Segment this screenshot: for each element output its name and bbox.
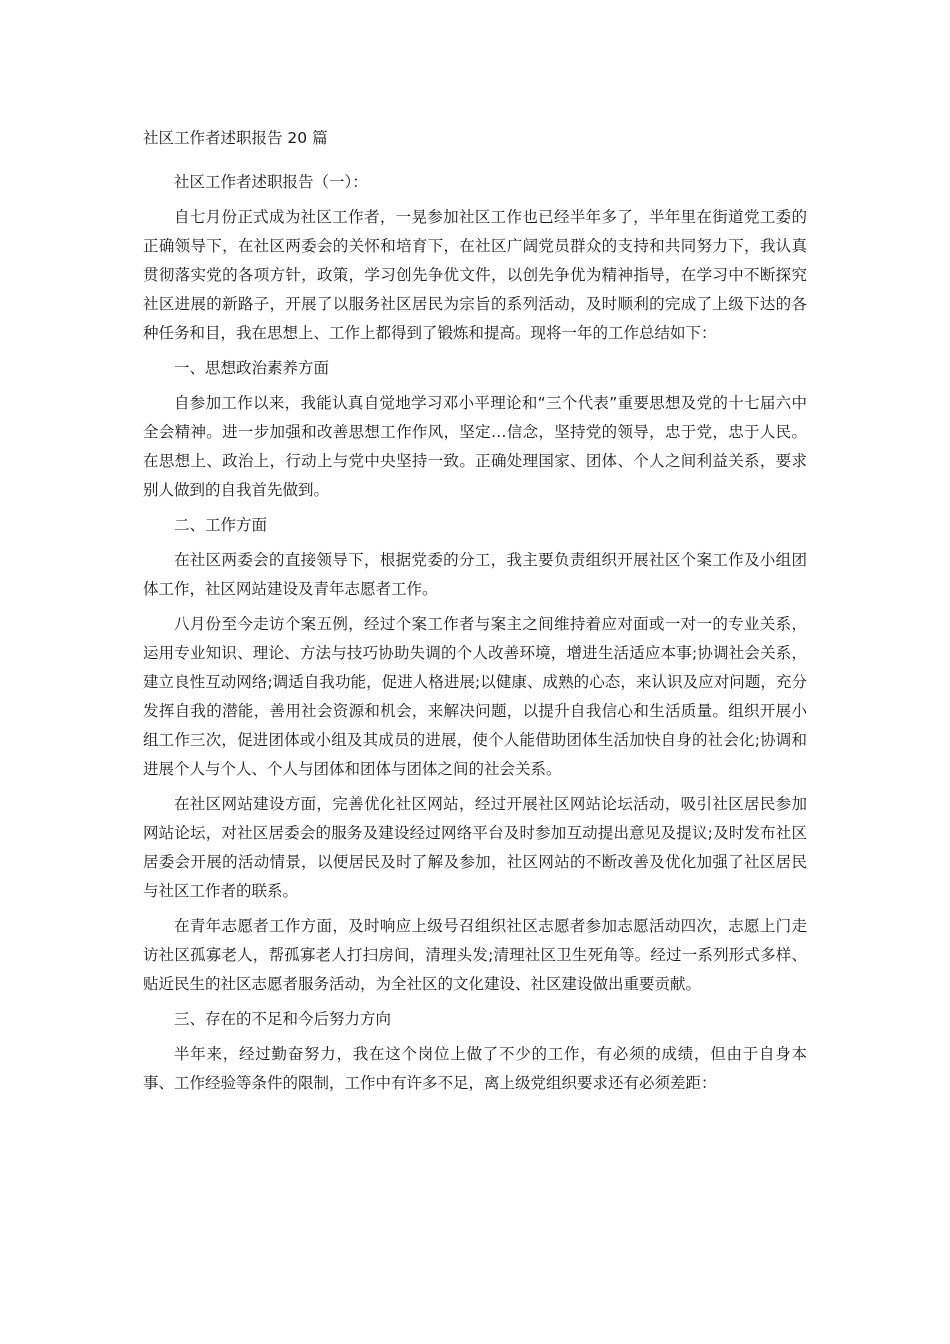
section-heading-work: 二、工作方面	[174, 516, 268, 534]
document-body	[143, 168, 807, 1104]
paragraph-casework: 八月份至今走访个案五例，经过个案工作者与案主之间维持着应对面或一对一的专业关系，运用专业知识、理论、方法与技巧协助失调的个人改善环境，增进生活适应本事;协调社会关系，建立良性互动网络;调适自我功能，促进人格进展;以健康、成熟的心态，来认识及应对问题，充分发挥自我的潜能，善用社会资源和机会，来解决问题，以提升自我信心和生活质量。组织开展小组工作三次，促进团体或小组及其成员的进展，使个人能借助团体生活加快自身的社会化;协调和进展个人与个人、个人与团体和团体与团体之间的社会关系。	[143, 615, 807, 778]
section-title: 社区工作者述职报告（一）：	[174, 173, 368, 191]
intro-paragraph: 自七月份正式成为社区工作者，一晃参加社区工作也已经半年多了，半年里在街道党工委的正确领导下，在社区两委会的关怀和培育下，在社区广阔党员群众的支持和共同努力下，我认真贯彻落实党的各项方针，政策，学习创先争优文件，以创先争优为精神指导，在学习中不断探究社区进展的新路子，开展了以服务社区居民为宗旨的系列活动，及时顺利的完成了上级下达的各种任务和目，我在思想上、工作上都得到了锻炼和提高。现将一年的工作总结如下：	[143, 208, 807, 342]
paragraph-volunteers: 在青年志愿者工作方面，及时响应上级号召组织社区志愿者参加志愿活动四次，志愿上门走访社区孤寡老人，帮孤寡老人打扫房间，清理头发;清理社区卫生死角等。经过一系列形式多样、贴近民生的社区志愿者服务活动，为全社区的文化建设、社区建设做出重要贡献。	[143, 917, 807, 993]
paragraph-work-overview: 在社区两委会的直接领导下，根据党委的分工，我主要负责组织开展社区个案工作及小组团体工作，社区网站建设及青年志愿者工作。	[143, 551, 807, 598]
paragraph-website: 在社区网站建设方面，完善优化社区网站，经过开展社区网站论坛活动，吸引社区居民参加网站论坛，对社区居委会的服务及建设经过网络平台及时参加互动提出意见及提议;及时发布社区居委会开展的活动情景，以便居民及时了解及参加，社区网站的不断改善及优化加强了社区居民与社区工作者的联系。	[143, 795, 807, 900]
paragraph-shortcomings: 半年来，经过勤奋努力，我在这个岗位上做了不少的工作，有必须的成绩，但由于自身本事、工作经验等条件的限制，工作中有许多不足，离上级党组织要求还有必须差距：	[143, 1045, 807, 1092]
document-title: 社区工作者述职报告 20 篇	[143, 129, 328, 147]
section-heading-ideology: 一、思想政治素养方面	[174, 359, 330, 377]
paragraph-ideology: 自参加工作以来，我能认真自觉地学习邓小平理论和“三个代表”重要思想及党的十七届六中全会精神。进一步加强和改善思想工作作风，坚定…信念，坚持党的领导，忠于党，忠于人民。在思想上、政治上，行动上与党中央坚持一致。正确处理国家、团体、个人之间利益关系，要求别人做到的自我首先做到。	[143, 394, 807, 499]
section-heading-shortcomings: 三、存在的不足和今后努力方向	[174, 1010, 392, 1028]
